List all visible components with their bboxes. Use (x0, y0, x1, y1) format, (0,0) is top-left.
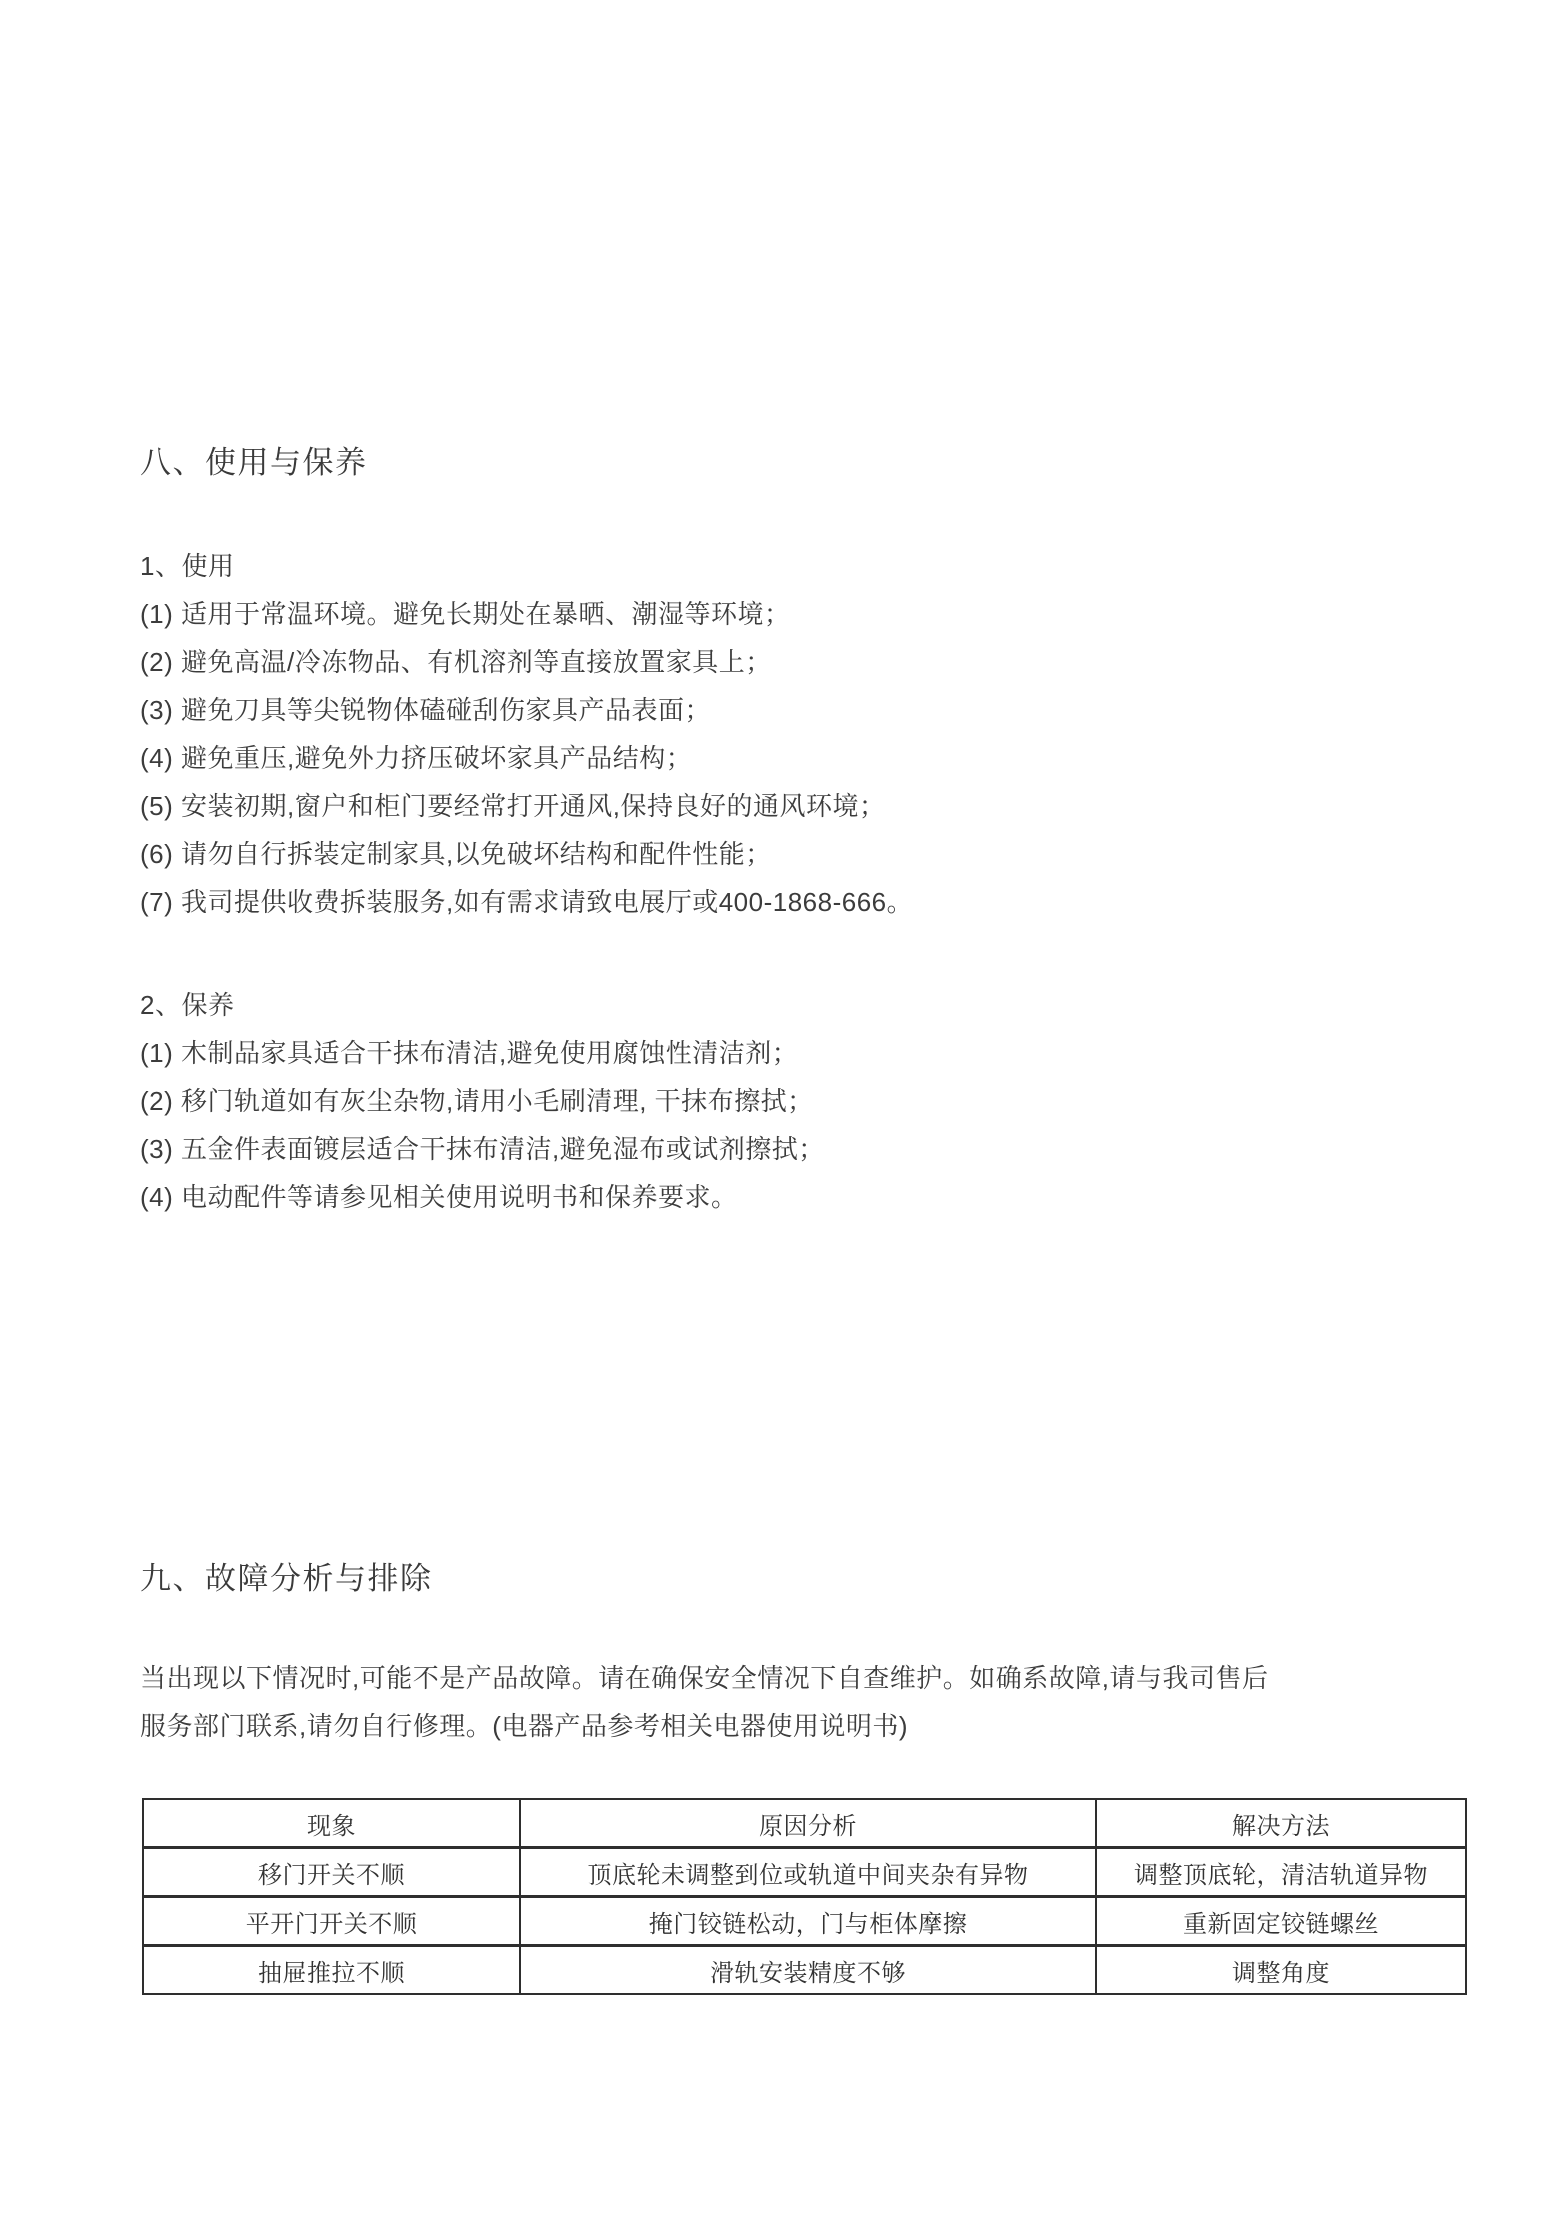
table-row (143, 1946, 1466, 1995)
section-fault-analysis (140, 1560, 1470, 1750)
table-header-row (143, 1799, 1466, 1848)
table-cell: 调整顶底轮，清洁轨道异物 (1096, 1848, 1466, 1897)
section-fault-title: 九、故障分析与排除 (140, 1561, 433, 1596)
list-item: 服务部门联系,请勿自行修理。(电器产品参考相关电器使用说明书) (140, 1711, 909, 1741)
usage-items (140, 590, 1440, 926)
usage-list-block (140, 542, 1440, 926)
list-item: (3) 五金件表面镀层适合干抹布清洁,避免湿布或试剂擦拭； (140, 1134, 825, 1164)
table-cell: 重新固定铰链螺丝 (1096, 1897, 1466, 1946)
table-header-cell: 现象 (143, 1799, 520, 1848)
table-cell: 抽屉推拉不顺 (143, 1946, 520, 1995)
section-usage-and-care (140, 444, 1440, 1221)
list-item: (4) 避免重压,避免外力挤压破坏家具产品结构； (140, 743, 693, 773)
table-header-cell: 解决方法 (1096, 1799, 1466, 1848)
care-subheading: 2、保养 (140, 990, 235, 1020)
list-item: (3) 避免刀具等尖锐物体磕碰刮伤家具产品表面； (140, 695, 712, 725)
fault-intro-paragraph (140, 1654, 1470, 1750)
table-cell: 平开门开关不顺 (143, 1897, 520, 1946)
list-item: (2) 移门轨道如有灰尘杂物,请用小毛刷清理, 干抹布擦拭； (140, 1086, 814, 1116)
care-items (140, 1029, 1440, 1221)
table-row (143, 1848, 1466, 1897)
list-item: (7) 我司提供收费拆装服务,如有需求请致电展厅或400-1868-666。 (140, 887, 914, 917)
list-item: 当出现以下情况时,可能不是产品故障。请在确保安全情况下自查维护。如确系故障,请与我司售后 (140, 1663, 1269, 1693)
list-item: (6) 请勿自行拆装定制家具,以免破坏结构和配件性能； (140, 839, 772, 869)
table-header-cell: 原因分析 (520, 1799, 1096, 1848)
table-row (143, 1897, 1466, 1946)
table-cell: 移门开关不顺 (143, 1848, 520, 1897)
list-item: (2) 避免高温/冷冻物品、有机溶剂等直接放置家具上； (140, 647, 772, 677)
table-body (143, 1848, 1466, 1995)
section-usage-title: 八、使用与保养 (140, 445, 368, 480)
troubleshooting-table (142, 1798, 1467, 1995)
list-item: (1) 适用于常温环境。避免长期处在暴晒、潮湿等环境； (140, 599, 791, 629)
table-head (143, 1799, 1466, 1848)
care-list-block (140, 981, 1440, 1221)
list-item: (4) 电动配件等请参见相关使用说明书和保养要求。 (140, 1182, 738, 1212)
table-cell: 掩门铰链松动，门与柜体摩擦 (520, 1897, 1096, 1946)
table-cell: 顶底轮未调整到位或轨道中间夹杂有异物 (520, 1848, 1096, 1897)
list-item: (1) 木制品家具适合干抹布清洁,避免使用腐蚀性清洁剂； (140, 1038, 799, 1068)
table-cell: 滑轨安装精度不够 (520, 1946, 1096, 1995)
table-cell: 调整角度 (1096, 1946, 1466, 1995)
usage-subheading: 1、使用 (140, 551, 235, 581)
list-item: (5) 安装初期,窗户和柜门要经常打开通风,保持良好的通风环境； (140, 791, 886, 821)
